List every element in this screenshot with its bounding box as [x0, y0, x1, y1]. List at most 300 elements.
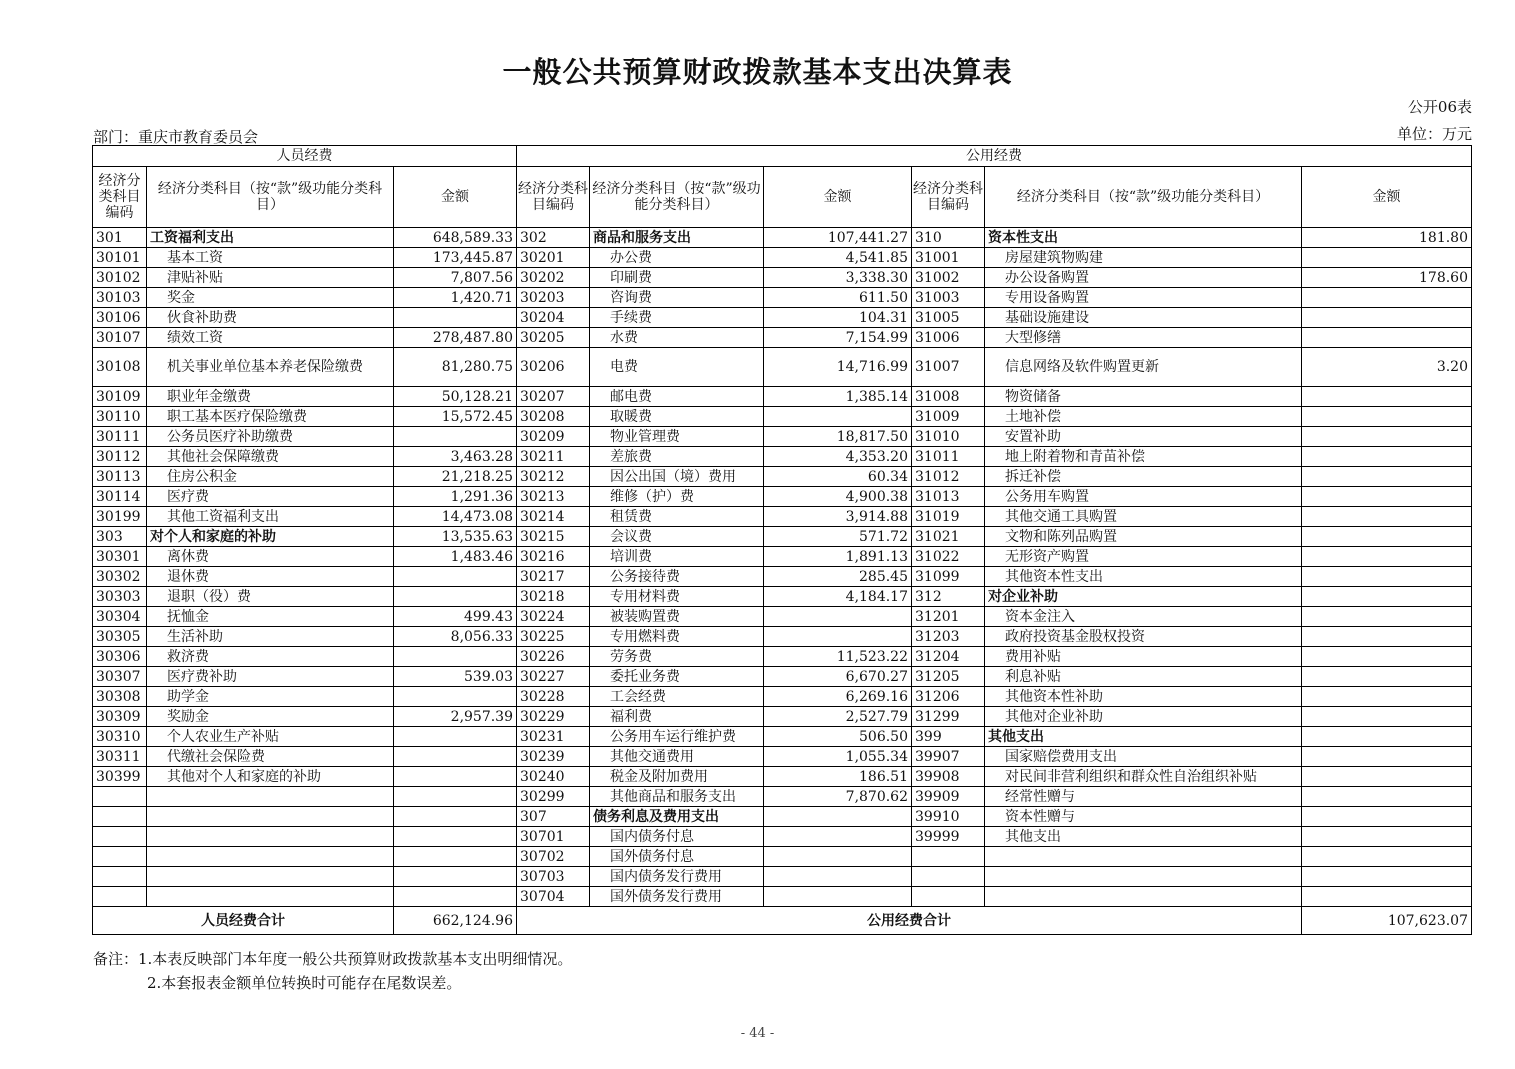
cell-code-c: 31203 [912, 627, 985, 647]
cell-name: 其他社会保障缴费 [147, 447, 394, 467]
cell-name-b: 办公费 [590, 248, 764, 268]
cell-amount-b: 1,385.14 [764, 387, 912, 407]
cell-amount [394, 807, 517, 827]
cell-code-c: 31008 [912, 387, 985, 407]
cell-amount: 499.43 [394, 607, 517, 627]
cell-code: 30113 [93, 467, 147, 487]
cell-name-b: 会议费 [590, 527, 764, 547]
cell-amount-b [764, 407, 912, 427]
cell-name-c: 办公设备购置 [985, 268, 1302, 288]
cell-amount-b: 104.31 [764, 308, 912, 328]
header-code: 经济分类科目编码 [93, 167, 147, 228]
note-2: 2.本套报表金额单位转换时可能存在尾数误差。 [147, 974, 462, 992]
cell-code-b: 30204 [517, 308, 590, 328]
cell-amount-c [1302, 507, 1472, 527]
cell-name-c: 其他资本性支出 [985, 567, 1302, 587]
cell-amount-b: 3,914.88 [764, 507, 912, 527]
cell-code-b: 30701 [517, 827, 590, 847]
cell-code-b: 30703 [517, 867, 590, 887]
cell-name-b: 其他交通费用 [590, 747, 764, 767]
cell-amount-b [764, 887, 912, 907]
cell-name-b: 福利费 [590, 707, 764, 727]
cell-name-c: 拆迁补偿 [985, 467, 1302, 487]
cell-amount: 14,473.08 [394, 507, 517, 527]
cell-amount-c [1302, 248, 1472, 268]
cell-amount-c [1302, 667, 1472, 687]
cell-name [147, 847, 394, 867]
cell-code-b: 30240 [517, 767, 590, 787]
cell-code-c [912, 887, 985, 907]
column-header-row [93, 167, 1472, 228]
cell-code-c [912, 867, 985, 887]
cell-name-c: 资本金注入 [985, 607, 1302, 627]
cell-name-b: 被装购置费 [590, 607, 764, 627]
cell-name: 对个人和家庭的补助 [147, 527, 394, 547]
cell-code-b: 30215 [517, 527, 590, 547]
cell-amount-c [1302, 308, 1472, 328]
cell-amount-b [764, 627, 912, 647]
cell-code: 301 [93, 228, 147, 248]
cell-code-b: 302 [517, 228, 590, 248]
cell-name-c: 文物和陈列品购置 [985, 527, 1302, 547]
group-public: 公用经费 [517, 146, 1472, 167]
cell-name-b: 国内债务付息 [590, 827, 764, 847]
table-row [93, 767, 1472, 787]
cell-amount-b [764, 867, 912, 887]
cell-code-c: 31019 [912, 507, 985, 527]
cell-amount-c [1302, 547, 1472, 567]
cell-amount [394, 727, 517, 747]
cell-name: 绩效工资 [147, 328, 394, 348]
cell-name-c: 土地补偿 [985, 407, 1302, 427]
cell-amount: 2,957.39 [394, 707, 517, 727]
cell-amount [394, 587, 517, 607]
cell-amount: 50,128.21 [394, 387, 517, 407]
cell-name-c: 国家赔偿费用支出 [985, 747, 1302, 767]
cell-amount-b: 107,441.27 [764, 228, 912, 248]
cell-name-c: 安置补助 [985, 427, 1302, 447]
cell-code: 30102 [93, 268, 147, 288]
cell-name: 退职（役）费 [147, 587, 394, 607]
cell-amount: 7,807.56 [394, 268, 517, 288]
table-row [93, 348, 1472, 387]
table-row [93, 328, 1472, 348]
cell-name-b: 劳务费 [590, 647, 764, 667]
cell-code: 30101 [93, 248, 147, 268]
cell-code: 30302 [93, 567, 147, 587]
table-row [93, 647, 1472, 667]
cell-name-c: 专用设备购置 [985, 288, 1302, 308]
cell-amount [394, 647, 517, 667]
cell-amount-b: 60.34 [764, 467, 912, 487]
cell-amount-b: 7,154.99 [764, 328, 912, 348]
cell-name: 其他对个人和家庭的补助 [147, 767, 394, 787]
cell-amount-c [1302, 687, 1472, 707]
cell-code-b: 30201 [517, 248, 590, 268]
cell-code-b: 30229 [517, 707, 590, 727]
cell-amount-c [1302, 787, 1472, 807]
cell-amount [394, 767, 517, 787]
cell-name-c [985, 887, 1302, 907]
cell-name-c: 其他支出 [985, 727, 1302, 747]
cell-name-c: 大型修缮 [985, 328, 1302, 348]
cell-name [147, 867, 394, 887]
cell-code: 30109 [93, 387, 147, 407]
cell-name [147, 887, 394, 907]
page-number: - 44 - [740, 1026, 775, 1041]
cell-name: 救济费 [147, 647, 394, 667]
cell-amount: 173,445.87 [394, 248, 517, 268]
cell-code [93, 887, 147, 907]
header-name: 经济分类科目（按“款”级功能分类科目） [147, 167, 394, 228]
cell-code: 30311 [93, 747, 147, 767]
cell-name-b: 物业管理费 [590, 427, 764, 447]
cell-code: 30309 [93, 707, 147, 727]
cell-name: 离休费 [147, 547, 394, 567]
cell-amount-b: 3,338.30 [764, 268, 912, 288]
cell-code: 303 [93, 527, 147, 547]
cell-code-c: 39908 [912, 767, 985, 787]
cell-name-b: 印刷费 [590, 268, 764, 288]
table-row [93, 727, 1472, 747]
cell-name: 工资福利支出 [147, 228, 394, 248]
cell-code-b: 30231 [517, 727, 590, 747]
cell-name: 抚恤金 [147, 607, 394, 627]
cell-amount [394, 787, 517, 807]
table-row [93, 507, 1472, 527]
header-name-c: 经济分类科目（按“款”级功能分类科目） [985, 167, 1302, 228]
cell-name: 助学金 [147, 687, 394, 707]
cell-code: 30301 [93, 547, 147, 567]
cell-code-c: 31013 [912, 487, 985, 507]
cell-name: 其他工资福利支出 [147, 507, 394, 527]
cell-amount [394, 867, 517, 887]
cell-amount [394, 427, 517, 447]
cell-name-b: 专用材料费 [590, 587, 764, 607]
department-label: 部门：重庆市教育委员会 [93, 128, 259, 146]
table-row [93, 787, 1472, 807]
cell-code-c: 39909 [912, 787, 985, 807]
cell-amount: 8,056.33 [394, 627, 517, 647]
cell-code-b: 30206 [517, 348, 590, 387]
table-row [93, 268, 1472, 288]
cell-amount: 15,572.45 [394, 407, 517, 427]
cell-amount-b: 4,900.38 [764, 487, 912, 507]
budget-table [92, 145, 1472, 935]
cell-name-b: 工会经费 [590, 687, 764, 707]
cell-code-b: 30209 [517, 427, 590, 447]
cell-amount-c [1302, 747, 1472, 767]
cell-amount-b: 18,817.50 [764, 427, 912, 447]
cell-code: 30111 [93, 427, 147, 447]
cell-code-c: 31206 [912, 687, 985, 707]
cell-code-b: 30208 [517, 407, 590, 427]
cell-amount: 278,487.80 [394, 328, 517, 348]
cell-name-c: 资本性支出 [985, 228, 1302, 248]
cell-name: 公务员医疗补助缴费 [147, 427, 394, 447]
cell-code: 30103 [93, 288, 147, 308]
cell-amount-c [1302, 827, 1472, 847]
cell-code: 30308 [93, 687, 147, 707]
unit-label: 单位：万元 [1396, 125, 1472, 143]
public-total-label: 公用经费合计 [517, 907, 1302, 935]
cell-name-c: 其他交通工具购置 [985, 507, 1302, 527]
cell-code: 30399 [93, 767, 147, 787]
cell-code-c: 31001 [912, 248, 985, 268]
cell-amount [394, 887, 517, 907]
cell-code-b: 30207 [517, 387, 590, 407]
cell-code: 30304 [93, 607, 147, 627]
cell-amount-c [1302, 647, 1472, 667]
table-row [93, 607, 1472, 627]
table-row [93, 487, 1472, 507]
header-code-c: 经济分类科目编码 [912, 167, 985, 228]
table-row [93, 587, 1472, 607]
cell-code: 30110 [93, 407, 147, 427]
cell-code: 30303 [93, 587, 147, 607]
cell-code-b: 30203 [517, 288, 590, 308]
cell-code: 30305 [93, 627, 147, 647]
header-amount-b: 金额 [764, 167, 912, 228]
table-row [93, 248, 1472, 268]
table-row [93, 527, 1472, 547]
cell-code-c: 310 [912, 228, 985, 248]
cell-name-c: 基础设施建设 [985, 308, 1302, 328]
cell-name-c [985, 847, 1302, 867]
header-amount-c: 金额 [1302, 167, 1472, 228]
cell-name: 津贴补贴 [147, 268, 394, 288]
cell-code-c: 312 [912, 587, 985, 607]
cell-amount: 3,463.28 [394, 447, 517, 467]
cell-amount-b: 1,891.13 [764, 547, 912, 567]
cell-code-b: 30702 [517, 847, 590, 867]
cell-code: 30114 [93, 487, 147, 507]
cell-name-c: 房屋建筑物购建 [985, 248, 1302, 268]
cell-code-c: 399 [912, 727, 985, 747]
cell-code [93, 807, 147, 827]
cell-amount-c [1302, 387, 1472, 407]
cell-amount-c [1302, 887, 1472, 907]
cell-code-b: 30299 [517, 787, 590, 807]
cell-code [93, 867, 147, 887]
group-personnel: 人员经费 [93, 146, 517, 167]
cell-amount-b: 6,670.27 [764, 667, 912, 687]
cell-amount-b: 571.72 [764, 527, 912, 547]
cell-name-b: 手续费 [590, 308, 764, 328]
cell-code-b: 30216 [517, 547, 590, 567]
cell-name [147, 827, 394, 847]
cell-code [93, 827, 147, 847]
cell-amount-c [1302, 288, 1472, 308]
cell-name: 职业年金缴费 [147, 387, 394, 407]
table-row [93, 847, 1472, 867]
cell-amount-c [1302, 427, 1472, 447]
cell-name-b: 邮电费 [590, 387, 764, 407]
cell-code-b: 30213 [517, 487, 590, 507]
cell-code-b: 30202 [517, 268, 590, 288]
cell-name: 奖金 [147, 288, 394, 308]
totals-row [93, 907, 1472, 935]
cell-code-c: 31006 [912, 328, 985, 348]
cell-amount: 21,218.25 [394, 467, 517, 487]
cell-code: 30107 [93, 328, 147, 348]
table-row [93, 827, 1472, 847]
cell-amount: 648,589.33 [394, 228, 517, 248]
cell-name-c: 地上附着物和青苗补偿 [985, 447, 1302, 467]
cell-code-b: 30217 [517, 567, 590, 587]
cell-amount [394, 687, 517, 707]
table-row [93, 867, 1472, 887]
table-row [93, 687, 1472, 707]
table-row [93, 447, 1472, 467]
cell-code-c: 31201 [912, 607, 985, 627]
note-1: 备注：1.本表反映部门本年度一般公共预算财政拨款基本支出明细情况。 [93, 950, 573, 968]
cell-name-c: 信息网络及软件购置更新 [985, 348, 1302, 387]
table-row [93, 667, 1472, 687]
cell-amount-b: 506.50 [764, 727, 912, 747]
cell-code: 30307 [93, 667, 147, 687]
cell-name-b: 委托业务费 [590, 667, 764, 687]
cell-amount-c [1302, 328, 1472, 348]
cell-amount-c [1302, 807, 1472, 827]
cell-name-b: 公务用车运行维护费 [590, 727, 764, 747]
cell-code-c [912, 847, 985, 867]
personnel-total-value: 662,124.96 [394, 907, 517, 935]
cell-code-c: 31011 [912, 447, 985, 467]
table-number: 公开06表 [1407, 98, 1472, 116]
cell-name-c: 其他资本性补助 [985, 687, 1302, 707]
table-row [93, 427, 1472, 447]
cell-amount-b [764, 827, 912, 847]
cell-name [147, 787, 394, 807]
cell-name [147, 807, 394, 827]
table-row [93, 407, 1472, 427]
cell-amount: 539.03 [394, 667, 517, 687]
cell-amount-b: 611.50 [764, 288, 912, 308]
group-header-row [93, 146, 1472, 167]
cell-name: 基本工资 [147, 248, 394, 268]
cell-code-c: 31002 [912, 268, 985, 288]
cell-amount-c [1302, 867, 1472, 887]
cell-amount-b [764, 807, 912, 827]
cell-amount [394, 827, 517, 847]
cell-code-c: 31099 [912, 567, 985, 587]
cell-name-c: 物资储备 [985, 387, 1302, 407]
table-row [93, 707, 1472, 727]
cell-code: 30310 [93, 727, 147, 747]
cell-name-b: 差旅费 [590, 447, 764, 467]
cell-name-c: 资本性赠与 [985, 807, 1302, 827]
cell-code-b: 30205 [517, 328, 590, 348]
cell-name-b: 维修（护）费 [590, 487, 764, 507]
cell-amount-b [764, 607, 912, 627]
cell-code: 30112 [93, 447, 147, 467]
table-row [93, 228, 1472, 248]
cell-amount-c [1302, 767, 1472, 787]
cell-amount-b: 4,541.85 [764, 248, 912, 268]
cell-amount: 1,483.46 [394, 547, 517, 567]
cell-amount: 1,420.71 [394, 288, 517, 308]
cell-name-b: 租赁费 [590, 507, 764, 527]
cell-code-b: 30218 [517, 587, 590, 607]
cell-amount-b: 6,269.16 [764, 687, 912, 707]
cell-amount-b: 7,870.62 [764, 787, 912, 807]
cell-amount-b: 186.51 [764, 767, 912, 787]
cell-code-b: 30225 [517, 627, 590, 647]
cell-amount: 13,535.63 [394, 527, 517, 547]
cell-amount: 81,280.75 [394, 348, 517, 387]
cell-amount-c [1302, 467, 1472, 487]
cell-name: 伙食补助费 [147, 308, 394, 328]
cell-name-c [985, 867, 1302, 887]
cell-name: 生活补助 [147, 627, 394, 647]
cell-code-b: 307 [517, 807, 590, 827]
cell-amount-c [1302, 707, 1472, 727]
cell-code-c: 31021 [912, 527, 985, 547]
cell-code-b: 30211 [517, 447, 590, 467]
cell-amount-c [1302, 727, 1472, 747]
cell-name: 个人农业生产补贴 [147, 727, 394, 747]
page-title: 一般公共预算财政拨款基本支出决算表 [502, 55, 1013, 89]
table-row [93, 547, 1472, 567]
table-row [93, 467, 1472, 487]
cell-name-c: 利息补贴 [985, 667, 1302, 687]
cell-name-b: 电费 [590, 348, 764, 387]
cell-amount-b: 4,184.17 [764, 587, 912, 607]
cell-amount-c: 181.80 [1302, 228, 1472, 248]
cell-code-c: 31007 [912, 348, 985, 387]
table-row [93, 387, 1472, 407]
cell-code-b: 30228 [517, 687, 590, 707]
cell-amount-c: 178.60 [1302, 268, 1472, 288]
cell-name: 代缴社会保险费 [147, 747, 394, 767]
cell-amount-c [1302, 627, 1472, 647]
cell-code-c: 31009 [912, 407, 985, 427]
cell-name-c: 对企业补助 [985, 587, 1302, 607]
cell-amount-b: 11,523.22 [764, 647, 912, 667]
cell-name-b: 税金及附加费用 [590, 767, 764, 787]
cell-name-c: 公务用车购置 [985, 487, 1302, 507]
cell-name-b: 其他商品和服务支出 [590, 787, 764, 807]
cell-name-c: 无形资产购置 [985, 547, 1302, 567]
table-row [93, 887, 1472, 907]
personnel-total-label: 人员经费合计 [93, 907, 394, 935]
cell-code-c: 31003 [912, 288, 985, 308]
cell-name-b: 咨询费 [590, 288, 764, 308]
cell-name-b: 培训费 [590, 547, 764, 567]
cell-amount-b: 1,055.34 [764, 747, 912, 767]
cell-amount [394, 308, 517, 328]
cell-code-b: 30214 [517, 507, 590, 527]
cell-name: 奖励金 [147, 707, 394, 727]
header-name-b: 经济分类科目（按“款”级功能分类科目） [590, 167, 764, 228]
cell-amount-b: 4,353.20 [764, 447, 912, 467]
cell-amount-b [764, 847, 912, 867]
cell-code-b: 30239 [517, 747, 590, 767]
cell-amount-c [1302, 847, 1472, 867]
table-row [93, 627, 1472, 647]
cell-code: 30108 [93, 348, 147, 387]
cell-name-b: 取暖费 [590, 407, 764, 427]
cell-amount-c [1302, 447, 1472, 467]
public-total-value: 107,623.07 [1302, 907, 1472, 935]
cell-code: 30199 [93, 507, 147, 527]
cell-amount-c [1302, 607, 1472, 627]
cell-name: 医疗费补助 [147, 667, 394, 687]
cell-code-b: 30226 [517, 647, 590, 667]
cell-name: 机关事业单位基本养老保险缴费 [147, 348, 394, 387]
cell-name: 退休费 [147, 567, 394, 587]
